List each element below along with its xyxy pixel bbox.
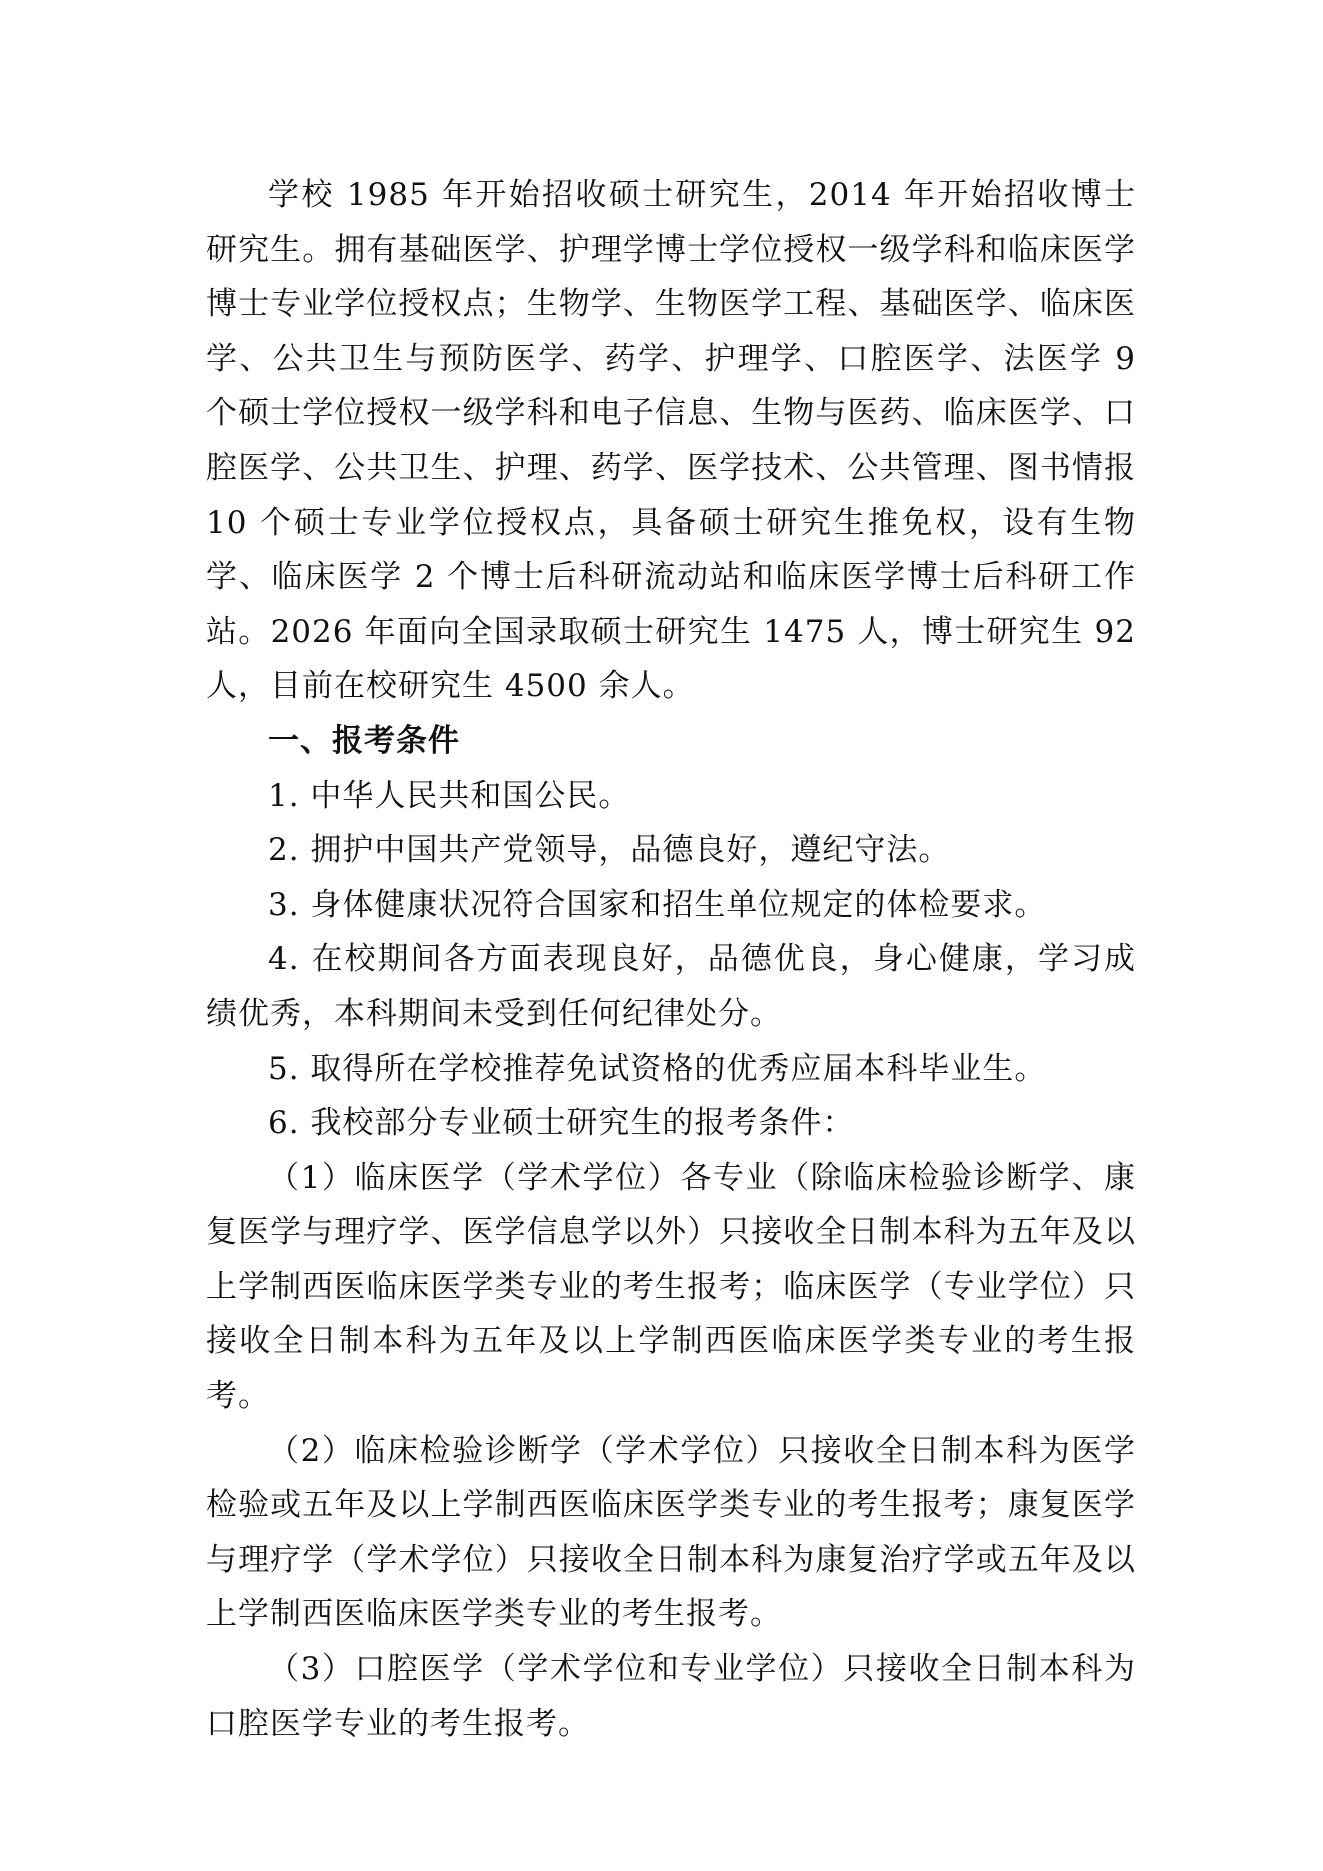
sub-condition-item: （3）口腔医学（学术学位和专业学位）只接收全日制本科为口腔医学专业的考生报考。: [206, 1651, 1136, 1742]
condition-item: 6. 我校部分专业硕士研究生的报考条件：: [268, 1105, 855, 1142]
intro-paragraph: 学校 1985 年开始招收硕士研究生，2014 年开始招收博士研究生。拥有基础医学、护理学博士学位授权一级学科和临床医学博士专业学位授权点；生物学、生物医学工程、基础医学、临床医学、公共卫生与预防医学、药学、护理学、口腔医学、法医学 9 个硕士学位授权一级学科和电子信息、生物与医药、临床医学、口腔医学、公共卫生、护理、药学、医学技术、公共管理、图书情报 10 个硕士专业学位授权点，具备硕士研究生推免权，设有生物学、临床医学 2 个博士后科研流动站和临床医学博士后科研工作站。2026 年面向全国录取硕士研究生 1475 人，博士研究生 92 人，目前在校研究生 4500 余人。: [206, 177, 1136, 705]
sub-condition-item: （1）临床医学（学术学位）各专业（除临床检验诊断学、康复医学与理疗学、医学信息学以外）只接收全日制本科为五年及以上学制西医临床医学类专业的考生报考；临床医学（专业学位）只接收全日制本科为五年及以上学制西医临床医学类专业的考生报考。: [206, 1159, 1136, 1415]
sub-condition-item: （2）临床检验诊断学（学术学位）只接收全日制本科为医学检验或五年及以上学制西医临床医学类专业的考生报考；康复医学与理疗学（学术学位）只接收全日制本科为康复治疗学或五年及以上学制西医临床医学类专业的考生报考。: [206, 1432, 1136, 1633]
condition-item: 1. 中华人民共和国公民。: [268, 777, 631, 814]
condition-item: 2. 拥护中国共产党领导，品德良好，遵纪守法。: [268, 832, 951, 869]
condition-item: 3. 身体健康状况符合国家和招生单位规定的体检要求。: [268, 886, 1047, 923]
condition-item: 5. 取得所在学校推荐免试资格的优秀应届本科毕业生。: [268, 1050, 1047, 1087]
section-heading: 一、报考条件: [268, 722, 460, 759]
condition-item: 4. 在校期间各方面表现良好，品德优良，身心健康，学习成绩优秀，本科期间未受到任何纪律处分。: [206, 941, 1136, 1032]
document-body: [206, 168, 1136, 1751]
